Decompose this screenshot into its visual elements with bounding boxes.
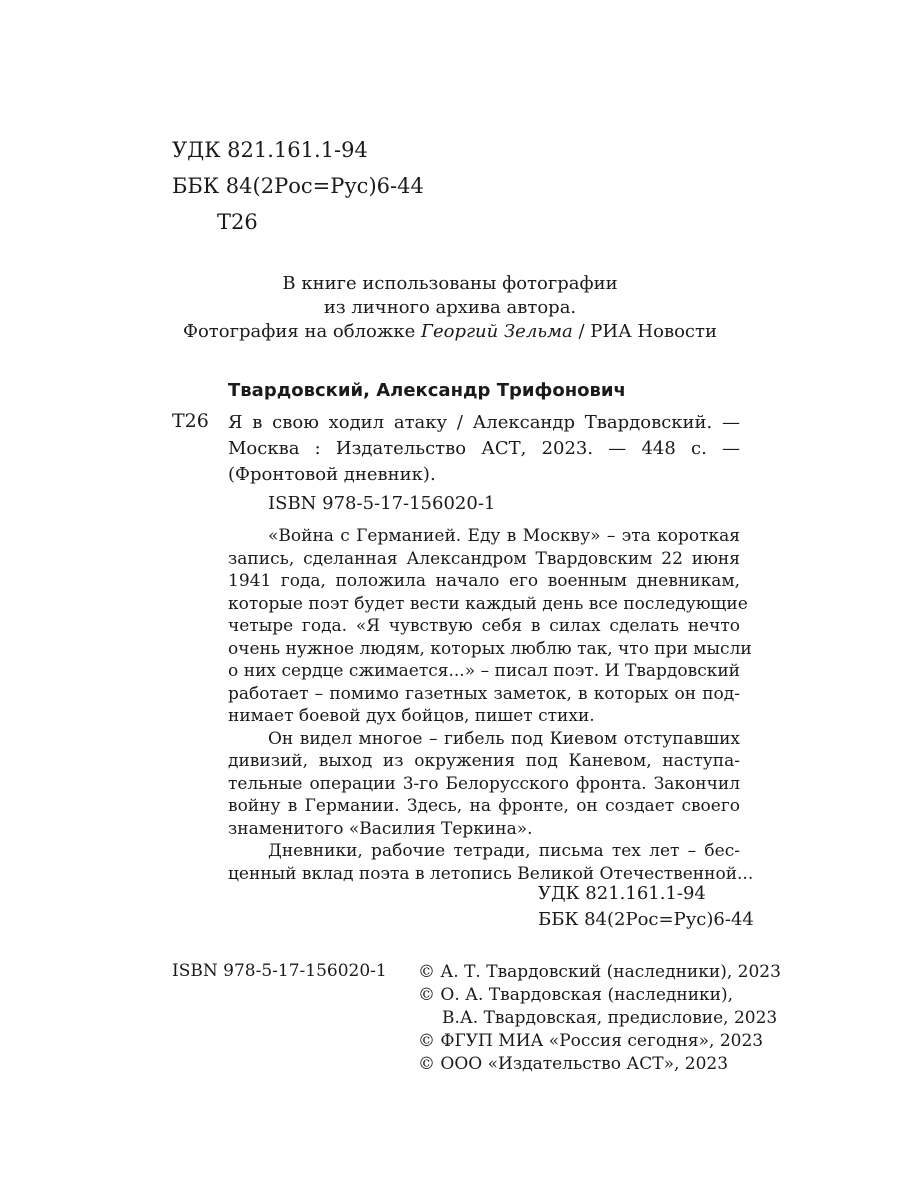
copyright-line: © О. А. Твардовская (наследники), — [418, 985, 734, 1005]
annotation-line: Он видел многое – гибель под Киевом отступавших — [268, 728, 740, 749]
catalog-code: Т26 — [172, 410, 209, 432]
annotation-line: нимает боевой дух бойцов, пишет стихи. — [228, 706, 595, 726]
photo-note-prefix: Фотография на обложке — [183, 321, 422, 342]
copyright-line: © ООО «Издательство АСТ», 2023 — [418, 1054, 729, 1074]
photo-note-line-1: В книге использованы фотографии — [282, 273, 618, 294]
annotation — [228, 525, 754, 885]
annotation-line: «Война с Германией. Еду в Москву» – эта короткая — [268, 526, 740, 546]
copyright-line: © ФГУП МИА «Россия сегодня», 2023 — [418, 1031, 764, 1051]
annotation-line: войну в Германии. Здесь, на фронте, он создает своего — [228, 796, 740, 816]
bibliographic-description — [228, 410, 740, 488]
annotation-line: которые поэт будет вести каждый день все последующие — [228, 593, 748, 614]
bbk-code: ББК 84(2Рос=Рус)6-44 — [172, 174, 424, 198]
photo-note-suffix: / РИА Новости — [572, 321, 717, 342]
annotation-line: 1941 года, положила начало его военным дневникам, — [228, 571, 740, 591]
annotation-line: запись, сделанная Александром Твардовским 22 июня — [228, 548, 740, 569]
classification-codes-repeat — [538, 881, 754, 933]
classification-codes — [172, 132, 424, 240]
annotation-line: знаменитого «Василия Теркина». — [228, 818, 533, 839]
photo-credits — [150, 272, 750, 344]
isbn-main: ISBN 978-5-17-156020-1 — [268, 493, 496, 514]
copyright-block — [418, 961, 781, 1076]
copyright-line: © А. Т. Твардовский (наследники), 2023 — [418, 962, 781, 982]
annotation-line: ценный вклад поэта в летопись Великой Отечественной... — [228, 863, 754, 884]
photo-note-line-2: из личного архива автора. — [323, 297, 577, 318]
annotation-line: Дневники, рабочие тетради, письма тех лет – бес- — [268, 841, 740, 861]
udk-code-repeat: УДК 821.161.1-94 — [538, 883, 706, 904]
author-sign: Т26 — [217, 210, 258, 234]
annotation-line: работает – помимо газетных заметок, в которых он под- — [228, 683, 740, 704]
author-heading: Твардовский, Александр Трифонович — [228, 380, 626, 401]
annotation-line: дивизий, выход из окружения под Каневом, наступа- — [228, 751, 740, 771]
bib-line: Москва : Издательство АСТ, 2023. — 448 с. — — [228, 438, 740, 459]
copyright-line: В.А. Твардовская, предисловие, 2023 — [442, 1008, 778, 1028]
photo-note-line-3 — [150, 320, 750, 344]
bib-line: (Фронтовой дневник). — [228, 464, 436, 485]
annotation-line: о них сердце сжимается...» – писал поэт. И Твардовский — [228, 661, 740, 681]
annotation-line: четыре года. «Я чувствую себя в силах сделать нечто — [228, 616, 740, 636]
annotation-line: очень нужное людям, которых люблю так, что при мысли — [228, 638, 752, 659]
bib-line: Я в свою ходил атаку / Александр Твардовский. — — [228, 412, 740, 433]
udk-code: УДК 821.161.1-94 — [172, 138, 368, 162]
annotation-line: тельные операции 3-го Белорусского фронта. Закончил — [228, 773, 740, 794]
isbn-bottom: ISBN 978-5-17-156020-1 — [172, 961, 387, 981]
photographer-name: Георгий Зельма — [421, 321, 573, 342]
bbk-code-repeat: ББК 84(2Рос=Рус)6-44 — [538, 909, 754, 930]
